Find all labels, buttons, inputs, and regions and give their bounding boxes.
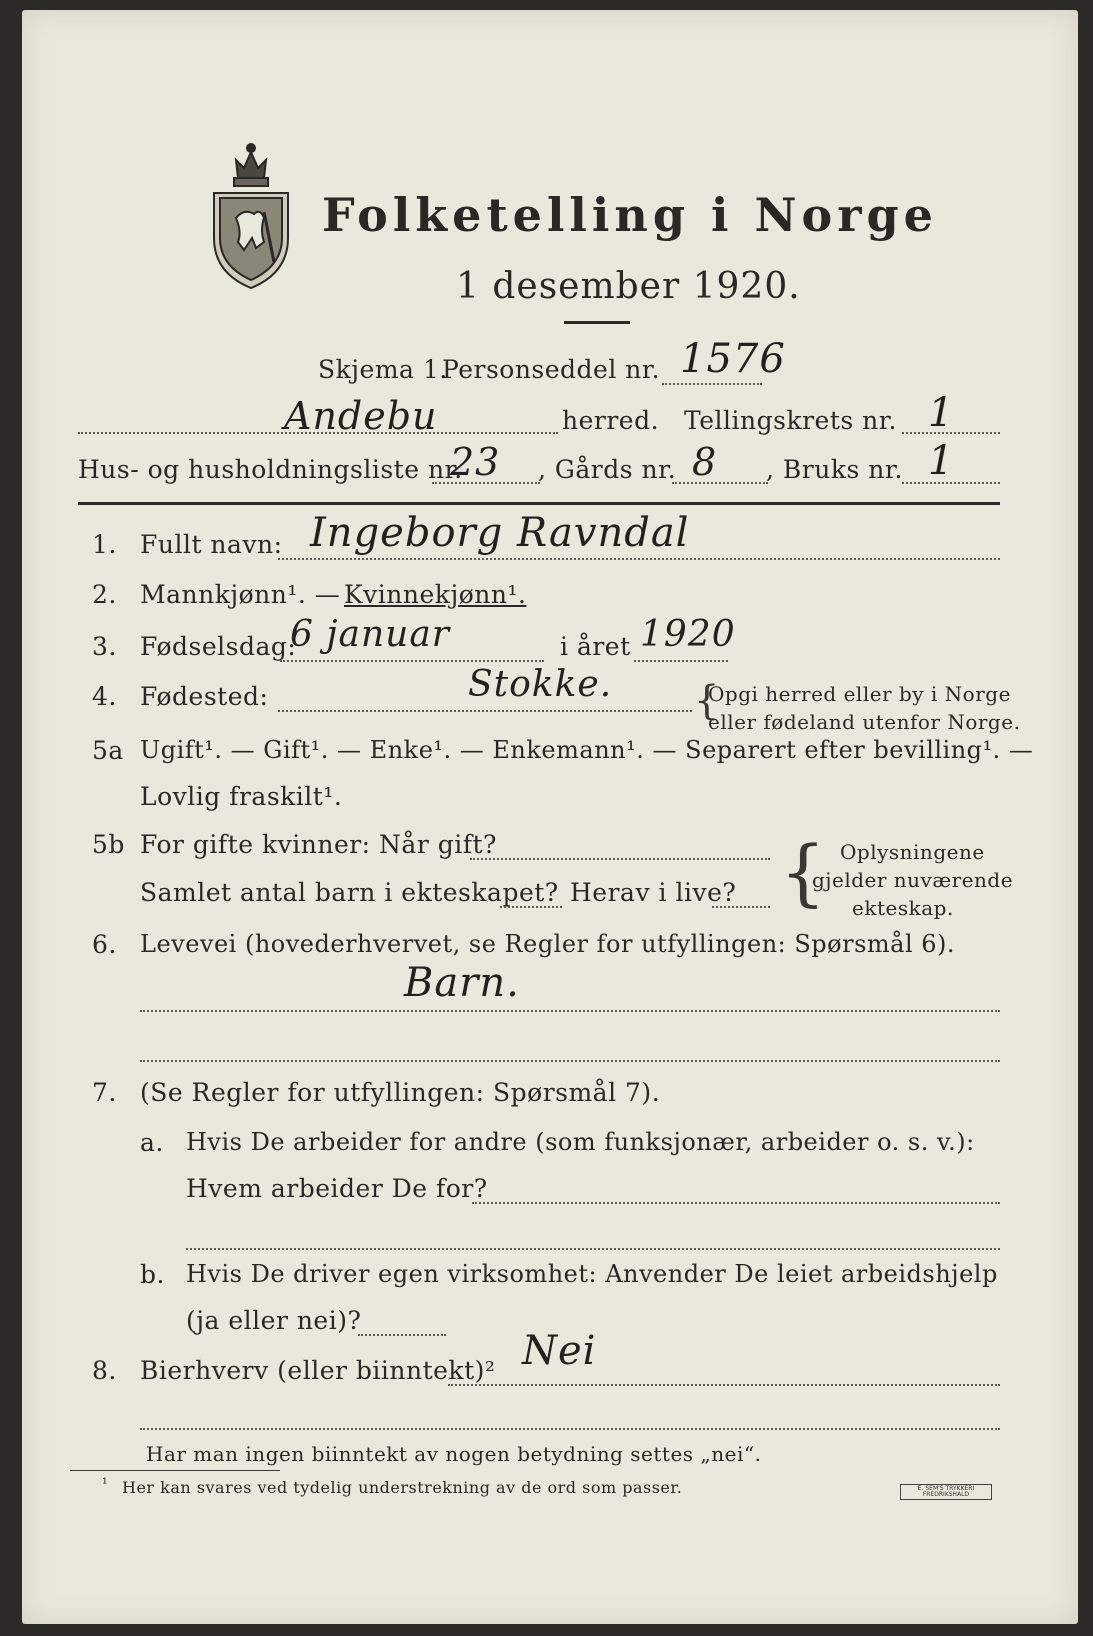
bruks-value: 1 — [928, 438, 955, 484]
q7b-line — [358, 1334, 446, 1336]
tellingskrets-label: Tellingskrets nr. — [684, 406, 897, 435]
herred-label: herred. — [562, 406, 660, 435]
q5a-line2: Lovlig fraskilt¹. — [140, 782, 343, 811]
q6-number: 6. — [92, 930, 117, 959]
q4-brace: { — [694, 678, 720, 724]
husliste-value: 23 — [450, 440, 501, 484]
q7b-number: b. — [140, 1260, 165, 1289]
printer-stamp — [900, 1484, 992, 1500]
census-form-page — [22, 10, 1078, 1624]
q3-number: 3. — [92, 632, 117, 661]
q8-line2 — [140, 1428, 1000, 1430]
q4-note-line1: Opgi herred eller by i Norge — [708, 682, 1011, 706]
personseddel-line — [662, 383, 762, 385]
q7a-line-b — [186, 1248, 1000, 1250]
q3-value: 6 januar — [290, 614, 451, 655]
q5b-alive-line — [712, 906, 770, 908]
q6-label: Levevei (hovederhvervet, se Regler for utfyllingen: Spørsmål 6). — [140, 930, 956, 958]
q8-number: 8. — [92, 1356, 117, 1385]
q7-label: (Se Regler for utfyllingen: Spørsmål 7). — [140, 1078, 661, 1107]
q3-year-label: i året — [560, 632, 631, 661]
q2-number: 2. — [92, 580, 117, 609]
q5a-number: 5a — [92, 736, 124, 765]
q5b-line2b: Herav i live? — [570, 878, 737, 907]
q1-label: Fullt navn: — [140, 530, 283, 559]
q6-value: Barn. — [404, 960, 520, 1006]
gards-value: 8 — [692, 440, 718, 484]
q5b-number: 5b — [92, 830, 125, 859]
q4-label: Fødested: — [140, 682, 269, 711]
q6-line2 — [140, 1060, 1000, 1062]
q5b-married-line — [470, 858, 770, 860]
q7b-line1: Hvis De driver egen virksomhet: Anvender De leiet arbeidshjelp — [186, 1260, 998, 1288]
bruks-label: , Bruks nr. — [766, 455, 903, 484]
footer-note: Har man ingen biinntekt av nogen betydning settes „nei“. — [146, 1442, 762, 1466]
tellingskrets-value: 1 — [928, 390, 955, 436]
q4-note-line2: eller fødeland utenfor Norge. — [708, 710, 1021, 734]
q8-value: Nei — [522, 1328, 597, 1374]
q2-male: Mannkjønn¹. — — [140, 580, 341, 609]
q7a-line2: Hvem arbeider De for? — [186, 1174, 488, 1203]
q7a-number: a. — [140, 1128, 164, 1157]
q1-value: Ingeborg Ravndal — [310, 510, 690, 556]
q6-line1 — [140, 1010, 1000, 1012]
page-title: Folketelling i Norge — [322, 188, 938, 242]
gards-line — [672, 482, 768, 484]
gards-label: , Gårds nr. — [538, 455, 677, 484]
q5b-note-line3: ekteskap. — [852, 896, 954, 920]
footnote-mark: ¹ — [102, 1476, 109, 1492]
q3-year-value: 1920 — [640, 614, 736, 655]
personseddel-value: 1576 — [680, 336, 786, 382]
q8-label: Bierhverv (eller biinntekt)² — [140, 1356, 496, 1385]
footnote-text: Her kan svares ved tydelig understrekning av de ord som passer. — [122, 1478, 683, 1497]
q3-line — [280, 660, 544, 662]
q4-line — [278, 710, 692, 712]
title-divider — [564, 321, 630, 324]
q2-female: Kvinnekjønn¹. — [344, 580, 527, 609]
q5b-note-line2: gjelder nuværende — [812, 868, 1014, 892]
printer-stamp-line1: E. SEM'S TRYKKERI — [917, 1485, 975, 1492]
q5b-line2a: Samlet antal barn i ekteskapet? — [140, 878, 559, 907]
q5a-line1: Ugift¹. — Gift¹. — Enke¹. — Enkemann¹. — Separert efter bevilling¹. — — [140, 736, 1034, 764]
q8-line1 — [448, 1384, 1000, 1386]
q3-label: Fødselsdag: — [140, 632, 297, 661]
personseddel-label: Personseddel nr. — [442, 355, 661, 384]
norwegian-coat-of-arms-icon — [208, 138, 294, 293]
q4-value: Stokke. — [468, 664, 613, 705]
q7a-line1: Hvis De arbeider for andre (som funksjonær, arbeider o. s. v.): — [186, 1128, 975, 1156]
printer-stamp-line2: FREDRIKSHALD — [922, 1491, 970, 1498]
q7b-line2: (ja eller nei)? — [186, 1306, 362, 1335]
q1-number: 1. — [92, 530, 117, 559]
header-divider — [78, 502, 1000, 505]
footnote-divider — [70, 1470, 280, 1471]
q1-line — [278, 558, 1000, 560]
q7a-line-a — [472, 1202, 1000, 1204]
q5b-note-line1: Oplysningene — [840, 840, 985, 864]
census-date: 1 desember 1920. — [456, 266, 801, 307]
q3-year-line — [634, 660, 728, 662]
q4-number: 4. — [92, 682, 117, 711]
schema-label: Skjema 1. — [318, 355, 448, 384]
husliste-label: Hus- og husholdningsliste nr. — [78, 455, 463, 484]
q7-number: 7. — [92, 1078, 117, 1107]
q5b-line1: For gifte kvinner: Når gift? — [140, 830, 497, 859]
q5b-brace: { — [780, 830, 827, 914]
q5b-children-line — [500, 906, 562, 908]
herred-value: Andebu — [284, 394, 438, 438]
